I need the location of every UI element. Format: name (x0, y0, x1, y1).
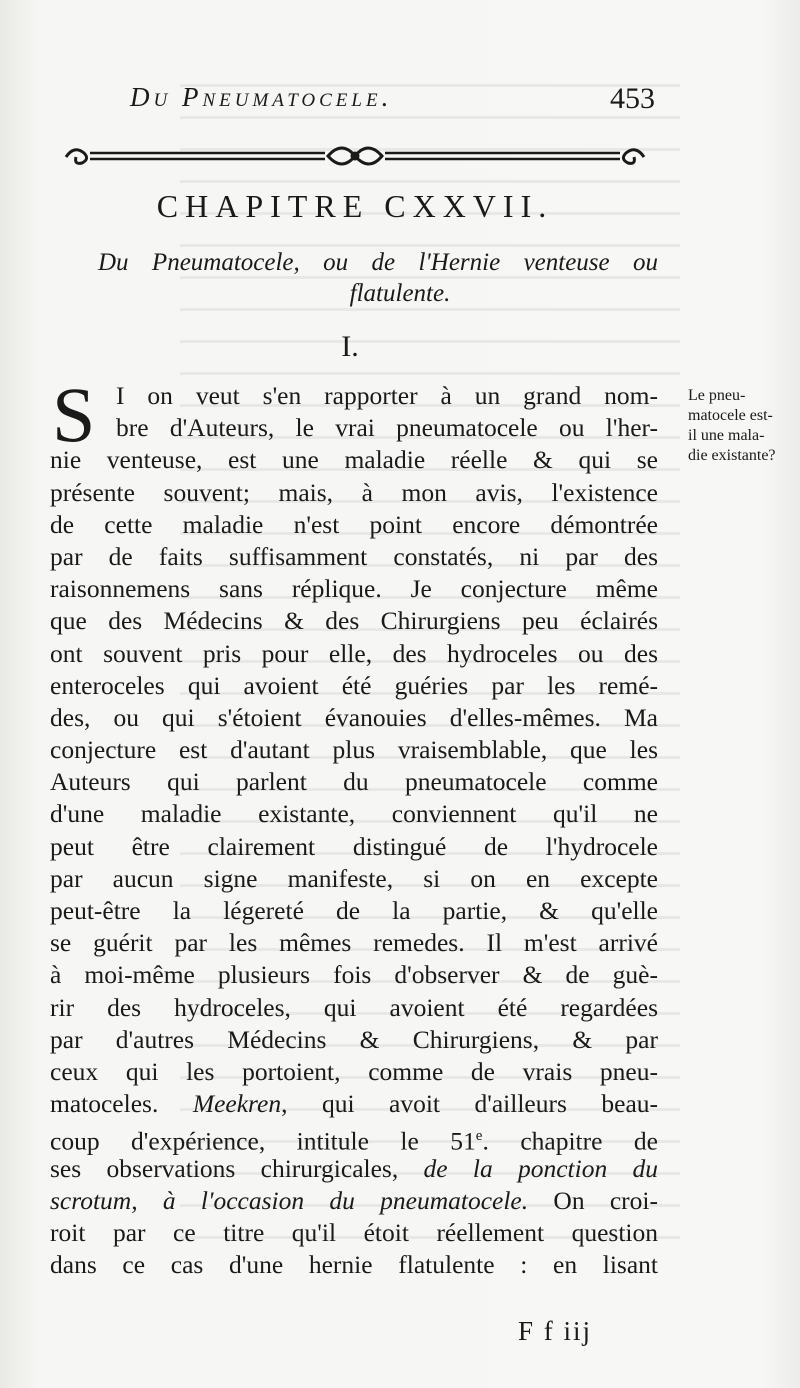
text-line: de cette maladie n'est point encore démontrée (50, 509, 658, 539)
text-line: conjecture est d'autant plus vraisemblable, que les (50, 735, 658, 765)
text-span: matoceles. (50, 1089, 159, 1119)
text-line: des, ou qui s'étoient évanouies d'elles-mêmes. Ma (50, 702, 658, 732)
ornament-rule (60, 140, 650, 174)
margin-note-line: matocele est- (688, 407, 773, 424)
author-name: Meekren (192, 1089, 282, 1119)
text-line: ceux qui les portoient, comme de vrais pneu- (50, 1056, 658, 1086)
text-line: ont souvent pris pour elle, des hydroceles ou des (50, 638, 658, 668)
text-line: se guérit par les mêmes remedes. Il m'est arrivé (50, 928, 658, 958)
signature-mark: F f iij (518, 1316, 593, 1346)
text-span: coup d'expérience, intitule le 51 (50, 1126, 476, 1156)
text-line: que des Médecins & des Chirurgiens peu éclairés (50, 606, 658, 636)
body-text (50, 371, 659, 1281)
text-span: ses observations chirurgicales, (50, 1153, 399, 1183)
chapter-subtitle: Du Pneumatocele, ou de l'Hernie venteuse ou (98, 249, 658, 276)
chapter-title: CHAPITRE CXXVII. (156, 188, 554, 224)
text-line: peut être clairement distingué de l'hydrocele (50, 831, 658, 861)
text-line: raisonnemens sans réplique. Je conjecture même (50, 574, 658, 604)
text-line: nie venteuse, est une maladie réelle & qui se (50, 445, 658, 475)
running-head (130, 82, 655, 122)
text-line: par aucun signe manifeste, si on en excepte (50, 863, 658, 893)
text-span: , qui avoit d'ailleurs beau- (281, 1089, 659, 1119)
margin-note-line: die existante? (688, 447, 776, 464)
text-line (50, 1120, 658, 1156)
text-line: dans ce cas d'une hernie flatulente : en lisant (50, 1250, 658, 1280)
chapter-subtitle-continued: flatulente. (349, 280, 451, 307)
text-line: Auteurs qui parlent du pneumatocele comme (50, 767, 658, 797)
margin-note-line: Le pneu- (688, 387, 746, 404)
italic-title: scrotum, à l'occasion du pneumatocele. (50, 1185, 529, 1215)
page-number: 453 (610, 82, 655, 115)
text-line: rir des hydroceles, qui avoient été regardées (50, 992, 658, 1022)
section-number: I. (341, 330, 359, 363)
text-line (50, 1153, 658, 1185)
text-line: présente souvent; mais, à mon avis, l'existence (50, 477, 658, 507)
italic-title: de la ponction du (423, 1153, 658, 1183)
text-line: à moi-même plusieurs fois d'observer & de guè- (50, 960, 658, 990)
text-line (50, 1088, 658, 1120)
text-line: enteroceles qui avoient été guéries par les remé- (50, 670, 658, 700)
text-line: I on veut s'en rapporter à un grand nom- (116, 381, 658, 410)
text-line: par de faits suffisamment constatés, ni par des (50, 541, 658, 571)
text-line: d'une maladie existante, conviennent qu'il ne (50, 799, 658, 829)
running-title: Du Pneumatocele. (130, 82, 393, 112)
text-span: On croi- (528, 1185, 658, 1215)
text-line (50, 1185, 658, 1217)
text-line: peut-être la légereté de la partie, & qu'elle (50, 896, 658, 925)
text-line: roit par ce titre qu'il étoit réellement question (50, 1217, 658, 1247)
superscript: e (475, 1128, 483, 1145)
margin-note (688, 386, 798, 466)
text-span: . chapitre de (482, 1126, 658, 1156)
margin-note-line: il une mala- (688, 427, 765, 444)
text-line: bre d'Auteurs, le vrai pneumatocele ou l'her- (116, 413, 658, 443)
text-line: par d'autres Médecins & Chirurgiens, & par (50, 1024, 658, 1054)
drop-cap: S (52, 371, 96, 458)
